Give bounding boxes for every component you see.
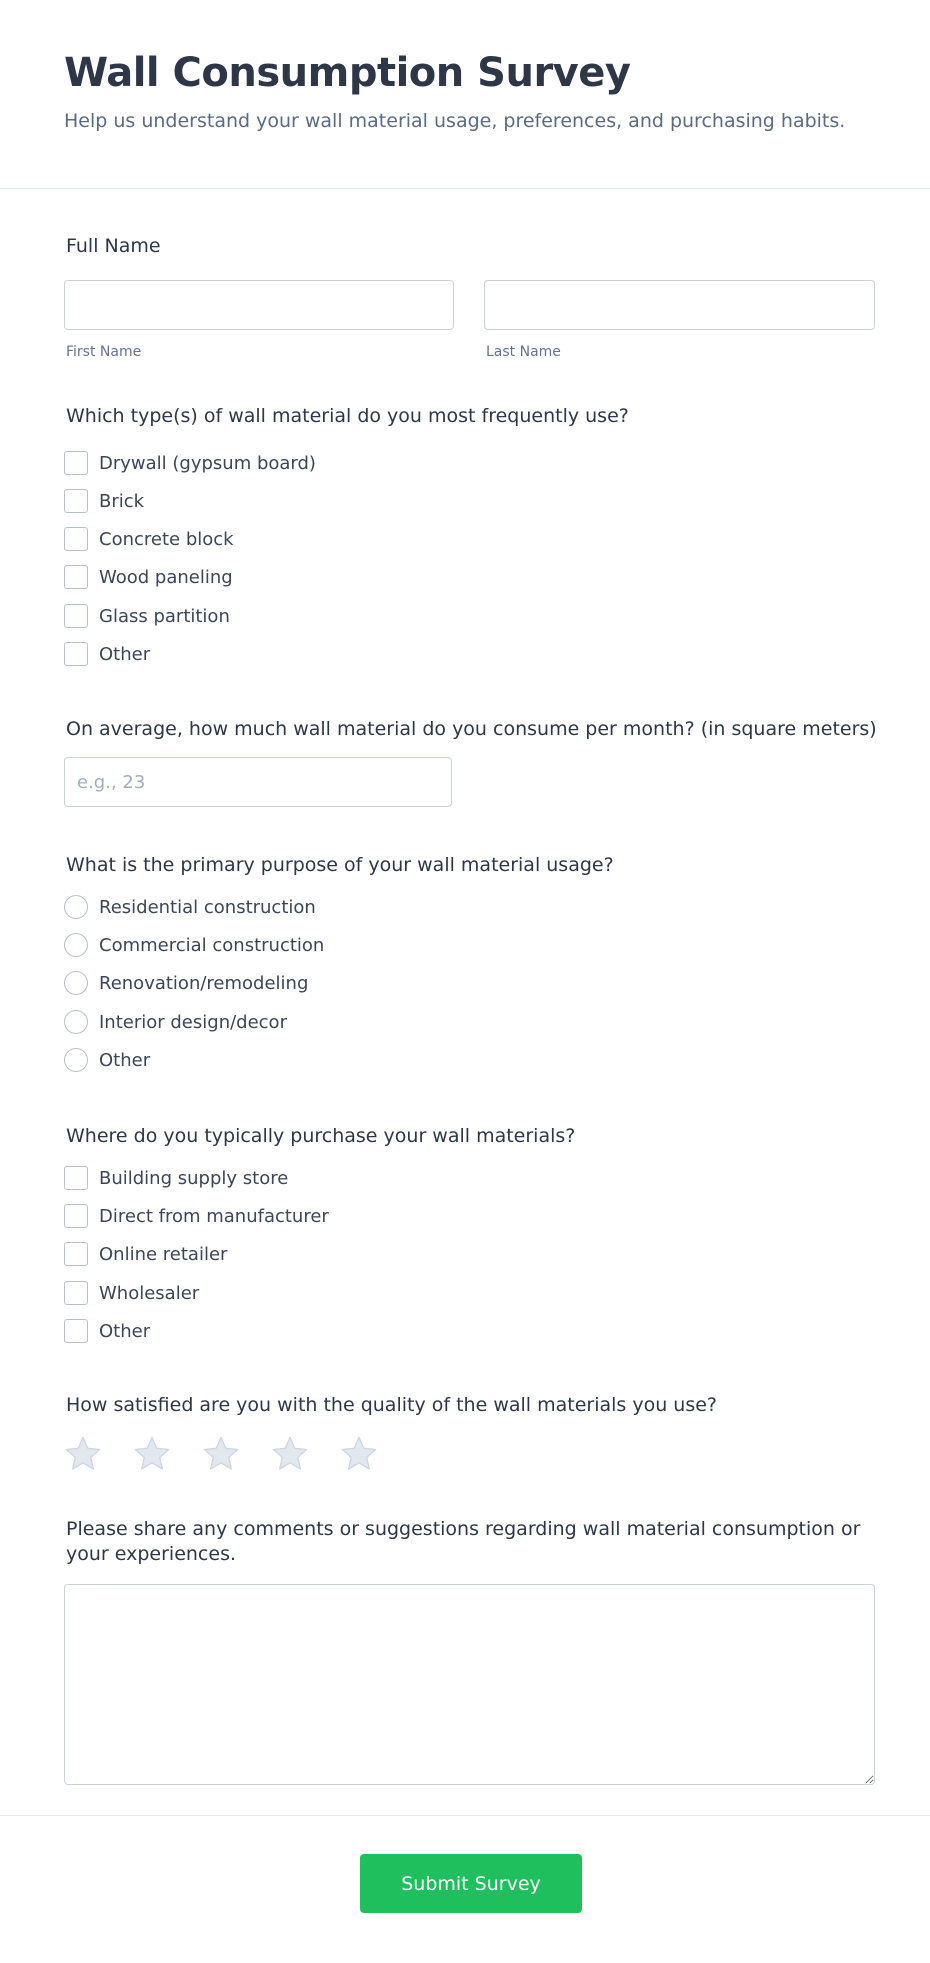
material-option-concrete-block[interactable] [64, 527, 234, 551]
page-title: Wall Consumption Survey [64, 50, 631, 96]
purpose-option-other[interactable] [64, 1048, 150, 1072]
purpose-option-interior-design[interactable] [64, 1010, 287, 1034]
option-label: Wood paneling [99, 566, 233, 588]
survey-header [0, 0, 930, 189]
purpose-option-renovation[interactable] [64, 971, 308, 995]
option-label: Wholesaler [99, 1282, 200, 1304]
option-label: Online retailer [99, 1243, 228, 1265]
purpose-option-residential[interactable] [64, 895, 316, 919]
checkbox[interactable] [64, 604, 88, 628]
option-label: Other [99, 1320, 151, 1342]
purchase-option-other[interactable] [64, 1319, 150, 1343]
submit-survey-button[interactable]: Submit Survey [360, 1854, 582, 1913]
purpose-question: What is the primary purpose of your wall material usage? [66, 854, 614, 876]
radio-button[interactable] [64, 971, 88, 995]
last-name-input[interactable] [484, 280, 875, 330]
purchase-question: Where do you typically purchase your wall materials? [66, 1125, 576, 1147]
consumption-question: On average, how much wall material do you consume per month? (in square meters) [66, 718, 877, 740]
material-option-glass-partition[interactable] [64, 604, 230, 628]
radio-button[interactable] [64, 895, 88, 919]
checkbox[interactable] [64, 527, 88, 551]
comments-question-line2: your experiences. [66, 1543, 237, 1565]
checkbox[interactable] [64, 1166, 88, 1190]
material-question: Which type(s) of wall material do you most frequently use? [66, 405, 629, 427]
option-label: Other [99, 1049, 151, 1071]
material-option-brick[interactable] [64, 489, 144, 513]
purchase-option-manufacturer[interactable] [64, 1204, 329, 1228]
checkbox[interactable] [64, 451, 88, 475]
option-label: Concrete block [99, 528, 234, 550]
page-subtitle: Help us understand your wall material usage, preferences, and purchasing habits. [64, 110, 846, 132]
star-icon-4[interactable] [269, 1434, 311, 1474]
checkbox[interactable] [64, 565, 88, 589]
option-label: Renovation/remodeling [99, 972, 309, 994]
option-label: Brick [99, 490, 145, 512]
comments-textarea[interactable] [64, 1584, 875, 1785]
material-option-wood-paneling[interactable] [64, 565, 233, 589]
option-label: Building supply store [99, 1167, 289, 1189]
option-label: Glass partition [99, 605, 230, 627]
checkbox[interactable] [64, 1281, 88, 1305]
full-name-label: Full Name [66, 235, 161, 257]
last-name-sublabel: Last Name [486, 344, 561, 360]
material-option-other[interactable] [64, 642, 150, 666]
star-icon-3[interactable] [200, 1434, 242, 1474]
consumption-input[interactable] [64, 757, 452, 807]
checkbox[interactable] [64, 642, 88, 666]
checkbox[interactable] [64, 1204, 88, 1228]
material-option-drywall[interactable] [64, 451, 316, 475]
comments-question-line1: Please share any comments or suggestions regarding wall material consumption or [66, 1518, 861, 1540]
radio-button[interactable] [64, 933, 88, 957]
checkbox[interactable] [64, 1319, 88, 1343]
option-label: Direct from manufacturer [99, 1205, 329, 1227]
purchase-option-online-retailer[interactable] [64, 1242, 227, 1266]
purchase-option-wholesaler[interactable] [64, 1281, 199, 1305]
radio-button[interactable] [64, 1010, 88, 1034]
checkbox[interactable] [64, 489, 88, 513]
purpose-option-commercial[interactable] [64, 933, 324, 957]
purchase-option-building-supply[interactable] [64, 1166, 288, 1190]
star-icon-2[interactable] [131, 1434, 173, 1474]
option-label: Residential construction [99, 896, 316, 918]
star-icon-5[interactable] [338, 1434, 380, 1474]
satisfaction-question: How satisfied are you with the quality of the wall materials you use? [66, 1394, 718, 1416]
radio-button[interactable] [64, 1048, 88, 1072]
checkbox[interactable] [64, 1242, 88, 1266]
option-label: Other [99, 643, 151, 665]
option-label: Drywall (gypsum board) [99, 452, 316, 474]
star-icon-1[interactable] [62, 1434, 104, 1474]
first-name-sublabel: First Name [66, 344, 142, 360]
star-rating [62, 1434, 407, 1474]
option-label: Commercial construction [99, 934, 325, 956]
option-label: Interior design/decor [99, 1011, 287, 1033]
first-name-input[interactable] [64, 280, 454, 330]
